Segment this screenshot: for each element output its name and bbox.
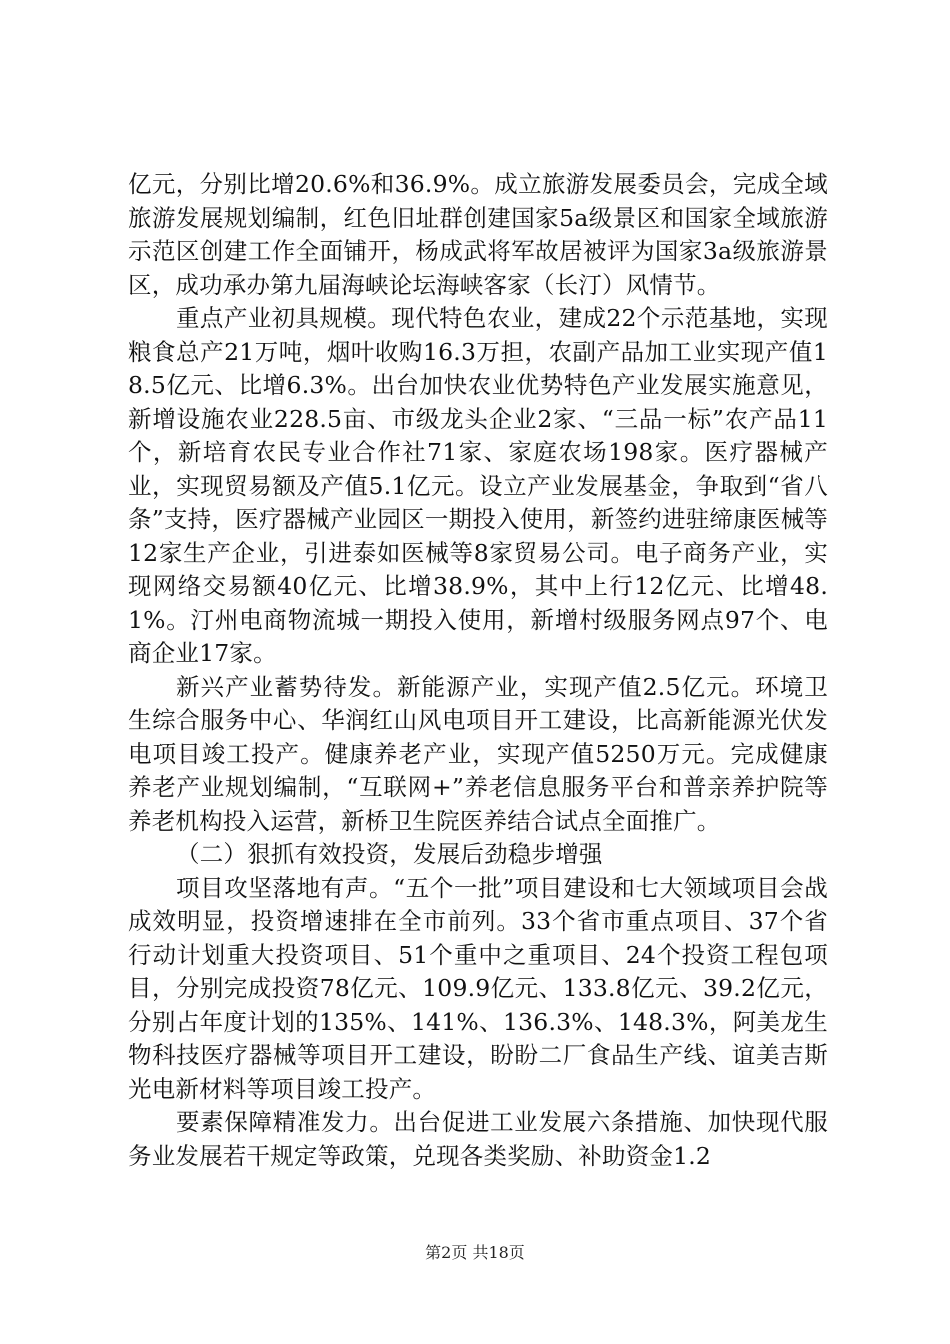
paragraph-project-construction: 项目攻坚落地有声。“五个一批”项目建设和七大领域项目会战成效明显，投资增速排在全市前列。33个省市重点项目、37个省行动计划重大投资项目、51个重中之重项目、24个投资工程包项目，分别完成投资78亿元、109.9亿元、133.8亿元、39.2亿元，分别占年度计划的135%、141%、136.3%、148.3%，阿美龙生物科技医疗器械等项目开工建设，盼盼二厂食品生产线、谊美吉斯光电新材料等项目竣工投产。: [128, 873, 828, 1103]
paragraph-emerging-industries: 新兴产业蓄势待发。新能源产业，实现产值2.5亿元。环境卫生综合服务中心、华润红山风电项目开工建设，比高新能源光伏发电项目竣工投产。健康养老产业，实现产值5250万元。完成健康养老产业规划编制，“互联网+”养老信息服务平台和普亲养护院等养老机构投入运营，新桥卫生院医养结合试点全面推广。: [128, 672, 828, 835]
page-number-footer: 第2页 共18页: [425, 1243, 525, 1262]
document-body: [128, 168, 828, 1173]
paragraph-factor-guarantee: 要素保障精准发力。出台促进工业发展六条措施、加快现代服务业发展若干规定等政策，兑现各类奖励、补助资金1.2: [128, 1108, 828, 1170]
section-heading-investment: （二）狠抓有效投资，发展后劲稳步增强: [176, 840, 603, 868]
paragraph-tourism-continuation: 亿元，分别比增20.6%和36.9%。成立旅游发展委员会，完成全域旅游发展规划编制，红色旧址群创建国家5a级景区和国家全域旅游示范区创建工作全面铺开，杨成武将军故居被评为国家3a级旅游景区，成功承办第九届海峡论坛海峡客家（长汀）风情节。: [128, 170, 828, 299]
paragraph-key-industries: 重点产业初具规模。现代特色农业，建成22个示范基地，实现粮食总产21万吨，烟叶收购16.3万担，农副产品加工业实现产值18.5亿元、比增6.3%。出台加快农业优势特色产业发展实施意见，新增设施农业228.5亩、市级龙头企业2家、“三品一标”农产品11个，新培育农民专业合作社71家、家庭农场198家。医疗器械产业，实现贸易额及产值5.1亿元。设立产业发展基金，争取到“省八条”支持，医疗器械产业园区一期投入使用，新签约进驻缔康医械等12家生产企业，引进泰如医械等8家贸易公司。电子商务产业，实现网络交易额40亿元、比增38.9%，其中上行12亿元、比增48.1%。汀州电商物流城一期投入使用，新增村级服务网点97个、电商企业17家。: [128, 304, 828, 667]
